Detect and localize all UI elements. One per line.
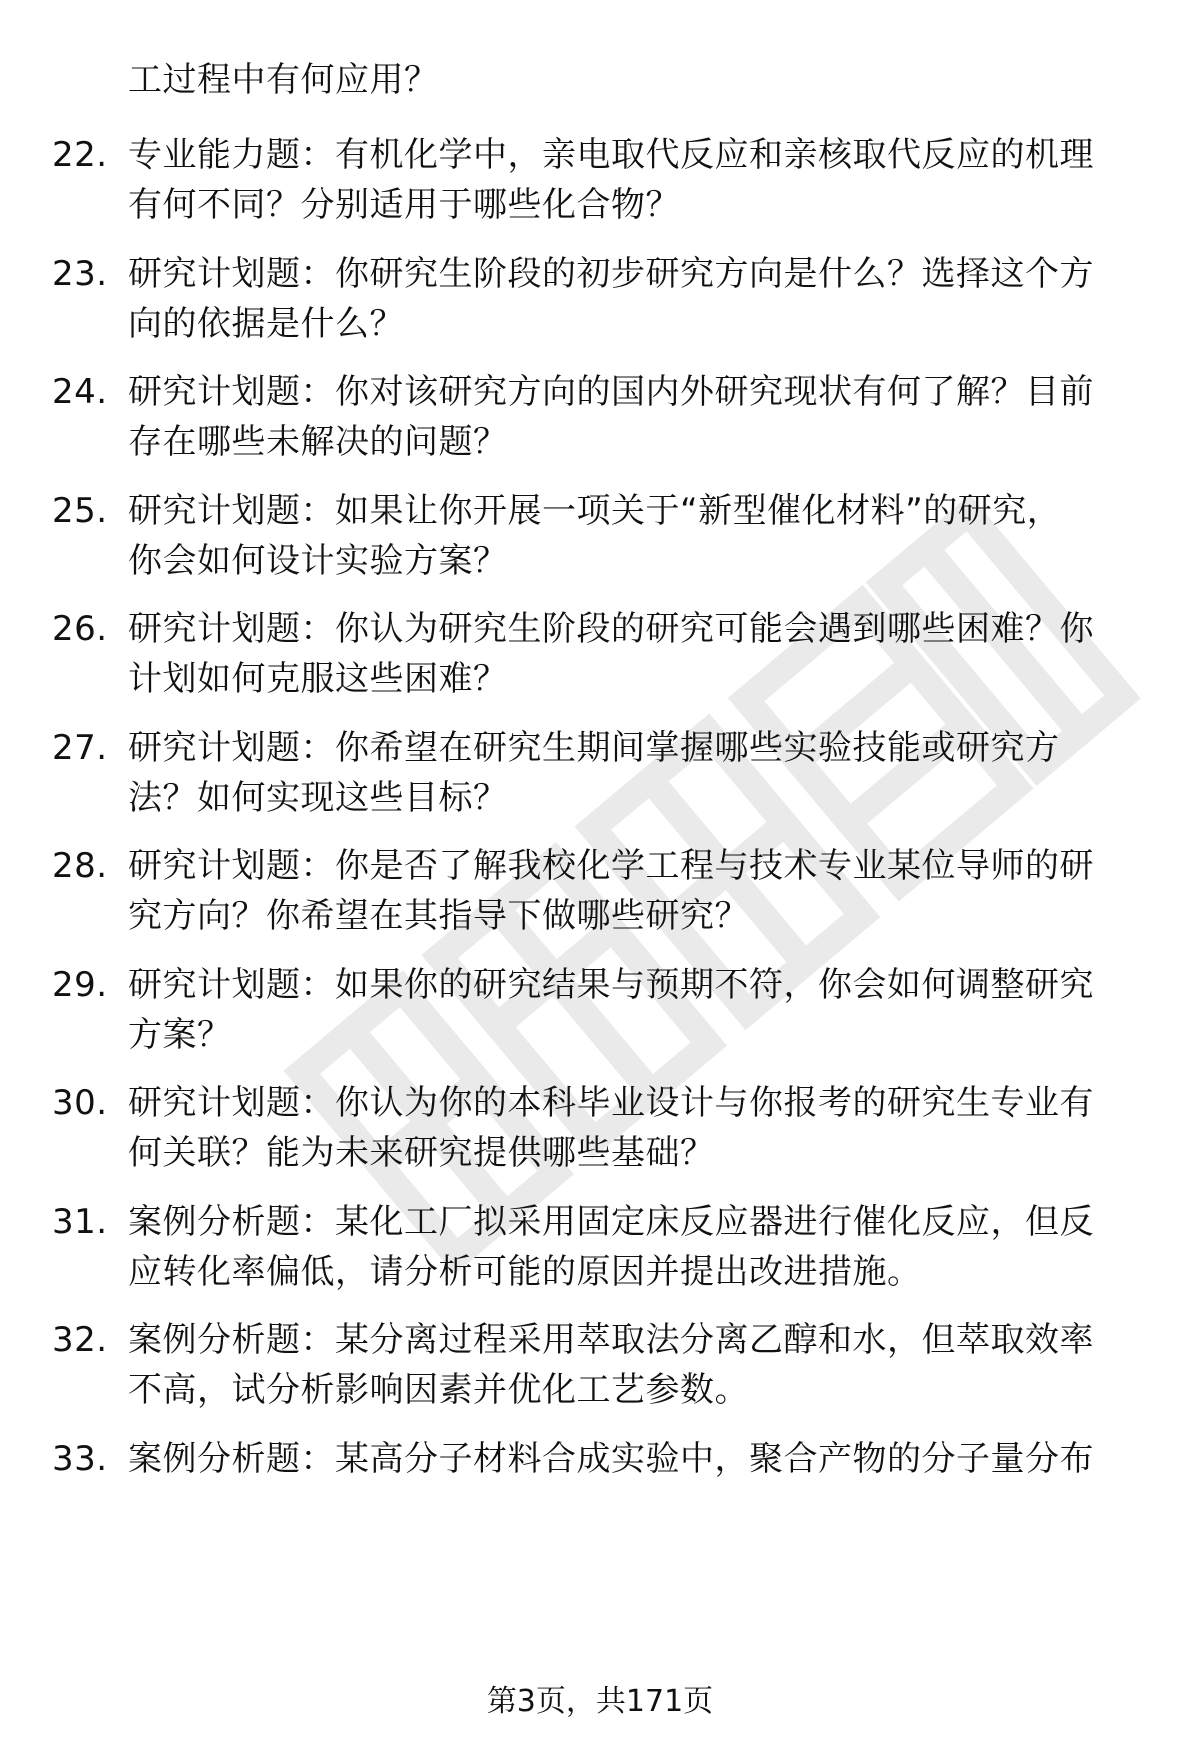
continued-question-text: 工过程中有何应用？ [128,60,439,100]
question-text-line: 向的依据是什么？ [128,304,404,344]
question-text-line: 法？如何实现这些目标？ [128,778,508,818]
question-text [128,604,1148,704]
question-text-line: 研究计划题：你认为你的本科毕业设计与你报考的研究生专业有 [128,1083,1094,1123]
question-text-line: 研究计划题：你希望在研究生期间掌握哪些实验技能或研究方 [128,728,1060,768]
question-text [128,367,1148,467]
question-text-line: 研究计划题：你认为研究生阶段的研究可能会遇到哪些困难？你 [128,609,1094,649]
question-text [128,960,1148,1060]
question-text [128,1078,1148,1178]
question-text [128,1315,1148,1415]
question-text-line: 你会如何设计实验方案？ [128,541,508,581]
question-text [128,249,1148,349]
question-text-line: 案例分析题：某化工厂拟采用固定床反应器进行催化反应，但反 [128,1202,1094,1242]
question-number: 32. [52,1320,108,1360]
question-text-line: 方案？ [128,1015,232,1055]
question-text-line: 应转化率偏低，请分析可能的原因并提出改进措施。 [128,1252,922,1292]
question-text [128,1434,1148,1484]
question-text-line: 何关联？能为未来研究提供哪些基础？ [128,1133,715,1173]
question-number: 31. [52,1202,108,1242]
question-text-line: 案例分析题：某分离过程采用萃取法分离乙醇和水，但萃取效率 [128,1320,1094,1360]
question-number: 23. [52,254,108,294]
question-text [128,841,1148,941]
question-text-line: 不高，试分析影响因素并优化工艺参数。 [128,1370,749,1410]
question-text-line: 有何不同？分别适用于哪些化合物？ [128,185,680,225]
question-text-line: 究方向？你希望在其指导下做哪些研究？ [128,896,749,936]
question-text [128,130,1148,230]
question-text [128,486,1148,586]
question-text [128,1197,1148,1297]
question-number: 25. [52,491,108,531]
question-number: 29. [52,965,108,1005]
question-number: 24. [52,372,108,412]
question-number: 27. [52,728,108,768]
page-footer: 第3页，共171页 [486,1684,714,1719]
question-text-line: 研究计划题：如果你的研究结果与预期不符，你会如何调整研究 [128,965,1094,1005]
question-text-line: 研究计划题：你是否了解我校化学工程与技术专业某位导师的研 [128,846,1094,886]
question-number: 33. [52,1439,108,1479]
question-text [128,723,1148,823]
question-number: 22. [52,135,108,175]
question-text-line: 案例分析题：某高分子材料合成实验中，聚合产物的分子量分布 [128,1439,1094,1479]
question-text-line: 研究计划题：你对该研究方向的国内外研究现状有何了解？目前 [128,372,1094,412]
question-number: 26. [52,609,108,649]
question-text-line: 研究计划题：如果让你开展一项关于“新型催化材料”的研究， [128,491,1062,531]
question-text-line: 专业能力题：有机化学中，亲电取代反应和亲核取代反应的机理 [128,135,1094,175]
question-number: 28. [52,846,108,886]
question-text-line: 存在哪些未解决的问题？ [128,422,508,462]
question-text-line: 研究计划题：你研究生阶段的初步研究方向是什么？选择这个方 [128,254,1094,294]
question-text-line: 计划如何克服这些困难？ [128,659,508,699]
question-number: 30. [52,1083,108,1123]
